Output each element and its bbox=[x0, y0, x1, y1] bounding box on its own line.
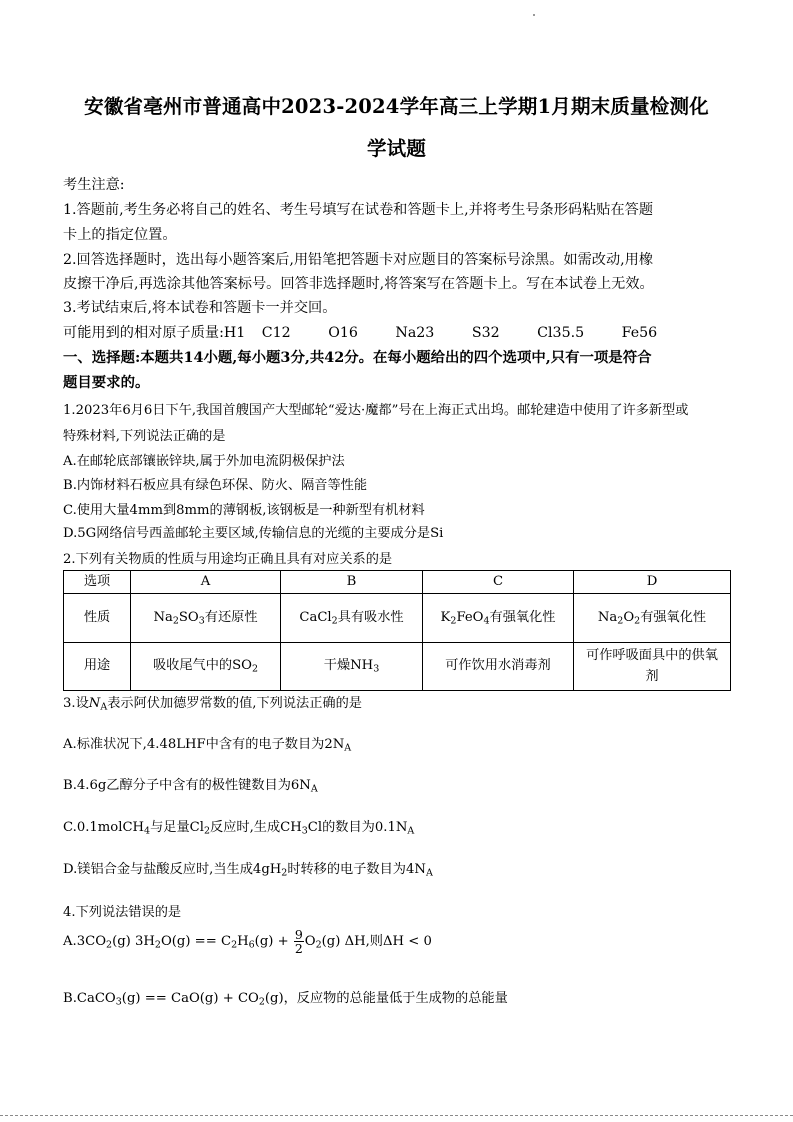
d-prop-text: 有强氧化性 bbox=[640, 609, 707, 625]
cell-a-use: 吸收尾气中的$SO_2$ bbox=[131, 643, 281, 691]
cell-d-use: 可作呼吸面具中的供氧剂 bbox=[574, 643, 731, 691]
notice-item1-a: 1.答题前,考生务必将自己的姓名、考生号填写在试卷和答题卡上,并将考生号条形码粘贴在答题 bbox=[63, 202, 654, 218]
q1-option-c: C.使用大量4mm到8mm的薄钢板,该钢板是一种新型有机材料 bbox=[63, 503, 425, 518]
row-label-property: 性质 bbox=[64, 594, 131, 643]
q2-options-table bbox=[63, 570, 731, 691]
header-option: 选项 bbox=[64, 571, 131, 594]
cell-c-use: 可作饮用水消毒剂 bbox=[423, 643, 574, 691]
exam-title-line2: 学试题 bbox=[366, 137, 427, 160]
section1-heading-b: 题目要求的。 bbox=[63, 374, 150, 391]
q4-stem: 4.下列说法错误的是 bbox=[63, 905, 182, 920]
notice-item3: 3.考试结束后,将本试卷和答题卡一并交回。 bbox=[63, 300, 337, 316]
cell-c-property: $K_2FeO_4$有强氧化性 bbox=[423, 594, 574, 643]
header-b: B bbox=[281, 571, 423, 594]
q2-stem: 2.下列有关物质的性质与用途均正确且具有对应关系的是 bbox=[63, 552, 393, 567]
mass-cl: Cl35.5 bbox=[537, 325, 585, 341]
mass-s: S32 bbox=[471, 325, 500, 341]
table-row-use bbox=[64, 643, 731, 691]
b-prop-text: 具有吸水性 bbox=[337, 609, 404, 625]
section1-heading-a: 一、选择题:本题共14小题,每小题3分,共42分。在每小题给出的四个选项中,只有一项是符合 bbox=[63, 349, 652, 366]
notice-item1-b: 卡上的指定位置。 bbox=[63, 227, 177, 243]
table-row-property bbox=[64, 594, 731, 643]
header-d: D bbox=[574, 571, 731, 594]
atomic-masses bbox=[63, 322, 657, 342]
mass-fe: Fe56 bbox=[621, 325, 658, 341]
q1-option-b: B.内饰材料石板应具有绿色环保、防火、隔音等性能 bbox=[63, 478, 368, 493]
masses-label: 可能用到的相对原子质量:H1 bbox=[63, 325, 246, 341]
mass-o: O16 bbox=[328, 325, 358, 341]
page-bottom-dashed-line bbox=[0, 1115, 793, 1117]
notice-heading: 考生注意: bbox=[63, 177, 125, 193]
q4-option-b: B.CaCO$_3$(g) == $CaO(g) + CO_2(g)$，反应物的总能量低于生成物的总能量 bbox=[63, 991, 508, 1008]
cell-b-property: CaCl$_2$具有吸水性 bbox=[281, 594, 423, 643]
mass-c: C12 bbox=[261, 325, 291, 341]
header-a: A bbox=[131, 571, 281, 594]
q1-option-a: A.在邮轮底部镶嵌锌块,属于外加电流阴极保护法 bbox=[63, 454, 345, 469]
cell-b-use: 干燥$NH_3$ bbox=[281, 643, 423, 691]
notice-item2-b: 皮擦干净后,再选涂其他答案标号。回答非选择题时,将答案写在答题卡上。写在本试卷上无效。 bbox=[63, 276, 654, 292]
a-use-text: 吸收尾气中的 bbox=[152, 658, 233, 674]
q1-option-d: D.5G网络信号西盖邮轮主要区域,传输信息的光缆的主要成分是Si bbox=[63, 526, 444, 541]
row-label-use: 用途 bbox=[64, 643, 131, 691]
q3-option-a: A.标准状况下,4.48LHF中含有的电子数目为$2N_A$ bbox=[63, 737, 352, 754]
c-prop-text: 有强氧化性 bbox=[489, 609, 556, 625]
q1-stem-b: 特殊材料,下列说法正确的是 bbox=[63, 429, 226, 444]
q1-stem-a: 1.2023年6月6日下午,我国首艘国产大型邮轮“爱达·魔都”号在上海正式出坞。邮轮建造中使用了许多新型或 bbox=[63, 403, 689, 418]
cell-d-property: $Na_2O_2$有强氧化性 bbox=[574, 594, 731, 643]
q4-option-a: $A.3CO_2(g) 3H_2O(g) == C_2H_6(g)$ + $\frac{9}{2}$ $O_2(g)$ ΔH,则ΔH < 0 bbox=[63, 927, 432, 957]
table-header-row bbox=[64, 571, 731, 594]
header-c: C bbox=[423, 571, 574, 594]
exam-title-line1: 安徽省亳州市普通高中2023-2024学年高三上学期1月期末质量检测化 bbox=[84, 95, 709, 118]
cell-a-property: $Na_2SO_3$有还原性 bbox=[131, 594, 281, 643]
notice-item2-a: 2.回答选择题时，选出每小题答案后,用铅笔把答题卡对应题目的答案标号涂黑。如需改动,用橡 bbox=[63, 252, 654, 268]
b-use-text: 干燥 bbox=[323, 658, 351, 674]
q3-option-c: C.0.1molCH$_4$与足量$Cl_2$反应时,生成$CH_3Cl$的数目为$0.1N_A$ bbox=[63, 820, 415, 837]
q3-stem: 3.设$N_A$表示阿伏加德罗常数的值,下列说法正确的是 bbox=[63, 696, 362, 713]
scan-dot bbox=[533, 14, 535, 16]
a-prop-text: 有还原性 bbox=[204, 609, 258, 625]
mass-na: Na23 bbox=[395, 325, 435, 341]
q3-option-b: B.4.6g乙醇分子中含有的极性键数目为$6N_A$ bbox=[63, 778, 318, 795]
q3-option-d: D.镁铝合金与盐酸反应时,当生成$4gH_2$时转移的电子数目为$4N_A$ bbox=[63, 862, 433, 879]
fraction-nine-halves: $\frac{9}{2}$ bbox=[294, 927, 303, 957]
